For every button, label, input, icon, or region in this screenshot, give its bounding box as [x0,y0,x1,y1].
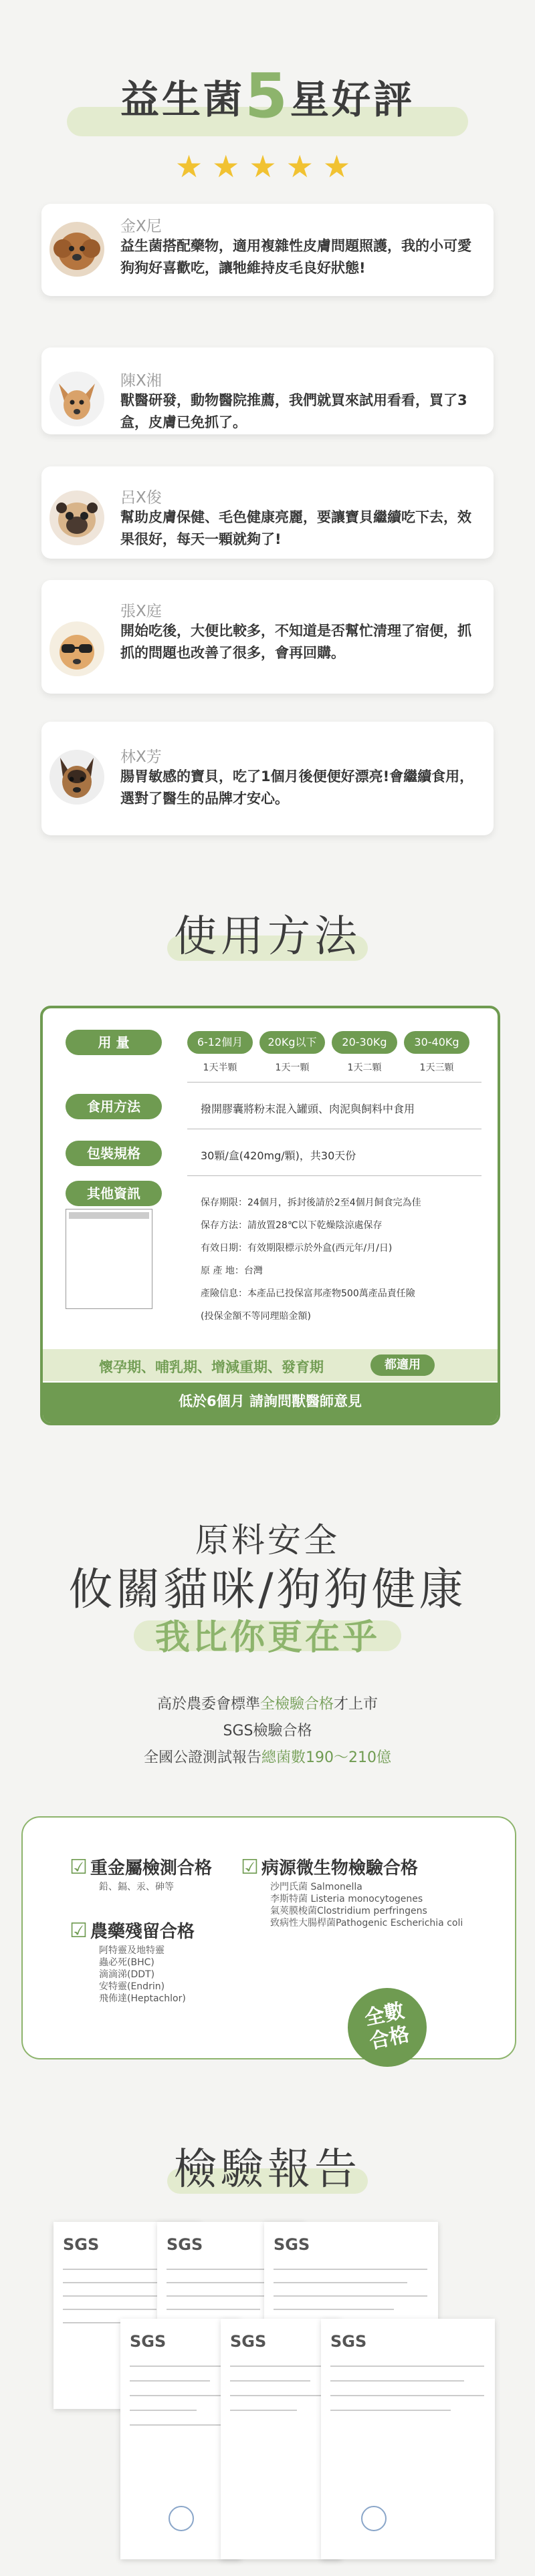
other-info-line: 原 產 地：台灣 [201,1266,263,1276]
safety-line2: 攸關貓咪/狗狗健康 [68,1564,467,1615]
test-pathogen: ☑ 病源微生物檢驗合格 [241,1856,418,1879]
label-dose: 用 量 [66,1030,162,1055]
nutrition-table-image [66,1209,152,1309]
sgs-report-document: SGS [54,2222,201,2409]
sgs-report-document: SGS [264,2222,438,2409]
pesticide-item: 滴滴涕(DDT) [99,1969,155,1980]
reviewer-name: 張X庭 [120,603,162,620]
sgs-report-document: SGS [221,2319,341,2559]
sgs-report-document: SGS [157,2222,304,2409]
reviewer-name: 陳X湘 [120,372,162,390]
suitable-badge: 都適用 [370,1354,435,1376]
reviews-title [67,60,468,140]
suitable-text: 懷孕期、哺乳期、增減重期、發育期 [99,1359,324,1375]
avatar-dog-poodle [49,222,104,277]
safety-line3: 我比你更在乎 [154,1618,380,1658]
weight-pill: 30-40Kg [404,1031,469,1054]
pesticide-item: 蟲必死(BHC) [99,1957,154,1968]
label-pack: 包裝規格 [66,1141,162,1166]
check-icon: ☑ [70,1856,88,1879]
other-info-line: 產險信息：本產品已投保富邦產物500萬產品責任險 [201,1288,415,1299]
check-icon: ☑ [241,1856,259,1879]
reviewer-name: 林X芳 [120,748,162,766]
test-heavy-metal-detail: 鉛、鎘、汞、砷等 [99,1882,174,1892]
label-other: 其他資訊 [66,1181,162,1206]
weight-dose: 1天三顆 [419,1062,454,1073]
weight-pill: 6-12個月 [187,1031,253,1054]
test-pesticide: ☑ 農藥殘留合格 [70,1919,195,1943]
report-text: 全國公證測試報告總菌數190～210億 [144,1749,391,1766]
review-text: 開始吃後，大便比較多，不知道是否幫忙清理了宿便，抓抓的問題也改善了很多，會再回購。 [120,623,471,661]
reviewer-name: 呂X俊 [120,489,162,507]
weight-pill: 20Kg以下 [259,1031,325,1054]
divider [187,1175,481,1176]
review-text: 幫助皮膚保健、毛色健康亮麗，要讓寶貝繼續吃下去，效果很好，每天一顆就夠了! [120,509,471,547]
method-text: 撥開膠囊將粉末混入罐頭、肉泥與飼料中食用 [201,1103,415,1115]
age-warning: 低於6個月 請詢問獸醫師意見 [43,1383,498,1423]
review-text: 獸醫研發，動物醫院推薦，我們就買來試用看看，買了3盒，皮膚已免抓了。 [120,392,467,430]
other-info-line: (投保金額不等同理賠金額) [201,1311,311,1322]
check-icon: ☑ [70,1919,88,1943]
standard-text: 高於農委會標準全檢驗合格才上市 [156,1696,379,1713]
usage-panel [40,1006,500,1425]
safety-line1: 原料安全 [195,1521,340,1560]
report-title: 檢驗報告 [174,2145,361,2194]
avatar-dog-sunglasses [49,621,104,676]
pesticide-item: 飛佈達(Heptachlor) [99,1993,186,2004]
avatar-dog-pug [49,490,104,545]
pathogen-item: 致病性大腸桿菌Pathogenic Escherichia coli [270,1918,463,1928]
avatar-dog-chihuahua [49,372,104,426]
avatar-dog-shepherd [49,750,104,805]
other-info-line: 保存方法：請放置28℃以下乾燥陰涼處保存 [201,1220,383,1231]
weight-pill: 20-30Kg [332,1031,397,1054]
pathogen-item: 沙門氏菌 Salmonella [270,1882,362,1892]
stamp-icon [361,2506,387,2531]
pesticide-item: 安特靈(Endrin) [99,1981,165,1992]
usage-title: 使用方法 [174,912,361,962]
five-star-rating: ★★★★★ [175,148,360,184]
stamp-icon [169,2506,194,2531]
all-passed-seal: 全數 合格 [340,1981,434,2074]
weight-dose: 1天半顆 [203,1062,237,1073]
weight-dose: 1天二顆 [347,1062,382,1073]
reviews-heading: 益生菌5星好評 [120,60,415,132]
review-text: 腸胃敏感的寶貝，吃了1個月後便便好漂亮!會繼續食用，選對了醫生的品牌才安心。 [120,768,474,807]
reviewer-name: 金X尼 [120,218,162,235]
test-heavy-metal: ☑ 重金屬檢測合格 [70,1856,212,1879]
sgs-text: SGS檢驗合格 [223,1723,312,1739]
review-text: 益生菌搭配藥物，適用複雜性皮膚問題照護，我的小可愛狗狗好喜歡吃，讓牠維持皮毛良好狀態! [120,238,471,276]
sgs-report-document: SGS [321,2319,495,2559]
other-info-line: 有效日期：有效期限標示於外盒(西元年/月/日) [201,1243,393,1254]
divider [187,1082,481,1083]
pesticide-item: 阿特靈及地特靈 [99,1945,165,1956]
other-info-line: 保存期限：24個月，拆封後請於2至4個月飼食完為佳 [201,1197,421,1208]
pack-text: 30顆/盒(420mg/顆)，共30天份 [201,1149,356,1162]
weight-dose: 1天一顆 [275,1062,310,1073]
pathogen-item: 氣莢膜梭菌Clostridium perfringens [270,1906,427,1916]
label-method: 食用方法 [66,1094,162,1119]
pathogen-item: 李斯特菌 Listeria monocytogenes [270,1894,423,1904]
sgs-report-document: SGS [120,2319,241,2559]
